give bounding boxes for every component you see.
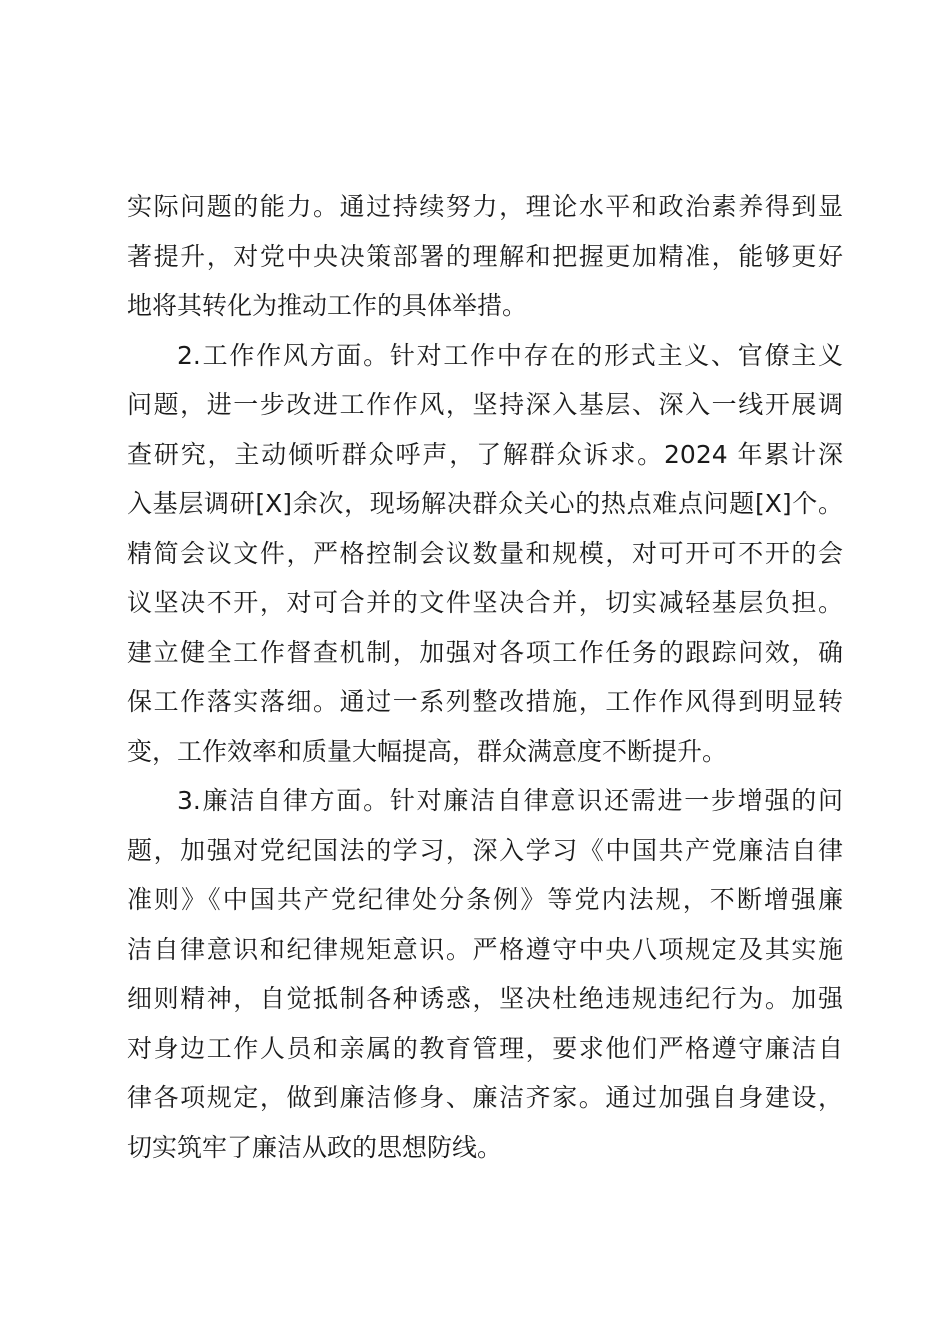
text-line: 洁自律意识和纪律规矩意识。严格遵守中央八项规定及其实施	[127, 934, 843, 964]
section-heading-work-style: 2.工作作风方面。针对工作中存在的形式主义、官僚主义	[177, 340, 843, 370]
text-line: 建立健全工作督查机制，加强对各项工作任务的跟踪问效，确	[127, 637, 843, 667]
text-line: 实际问题的能力。通过持续努力，理论水平和政治素养得到显	[127, 192, 843, 221]
text-line: 对身边工作人员和亲属的教育管理，要求他们严格遵守廉洁自	[127, 1033, 843, 1063]
text-line: 精简会议文件，严格控制会议数量和规模，对可开可不开的会	[127, 538, 843, 568]
text-line: 议坚决不开，对可合并的文件坚决合并，切实减轻基层负担。	[127, 588, 843, 617]
text-line: 著提升，对党中央决策部署的理解和把握更加精准，能够更好	[127, 241, 843, 271]
section-heading-integrity: 3.廉洁自律方面。针对廉洁自律意识还需进一步增强的问	[177, 786, 843, 815]
document-body	[127, 182, 843, 1172]
text-line: 保工作落实落细。通过一系列整改措施，工作作风得到明显转	[127, 687, 843, 716]
text-line: 切实筑牢了廉洁从政的思想防线。	[127, 1132, 503, 1162]
text-line: 查研究，主动倾听群众呼声，了解群众诉求。2024 年累计深	[127, 439, 843, 469]
text-line: 入基层调研[X]余次，现场解决群众关心的热点难点问题[X]个。	[127, 489, 843, 518]
text-line: 变，工作效率和质量大幅提高，群众满意度不断提升。	[127, 736, 728, 766]
text-line: 问题，进一步改进工作作风，坚持深入基层、深入一线开展调	[127, 390, 843, 419]
text-line: 地将其转化为推动工作的具体举措。	[127, 291, 528, 320]
text-line: 准则》《中国共产党纪律处分条例》等党内法规，不断增强廉	[127, 885, 843, 914]
text-line: 律各项规定，做到廉洁修身、廉洁齐家。通过加强自身建设，	[127, 1083, 843, 1112]
text-line: 题，加强对党纪国法的学习，深入学习《中国共产党廉洁自律	[127, 835, 843, 865]
text-line: 细则精神，自觉抵制各种诱惑，坚决杜绝违规违纪行为。加强	[127, 984, 843, 1013]
